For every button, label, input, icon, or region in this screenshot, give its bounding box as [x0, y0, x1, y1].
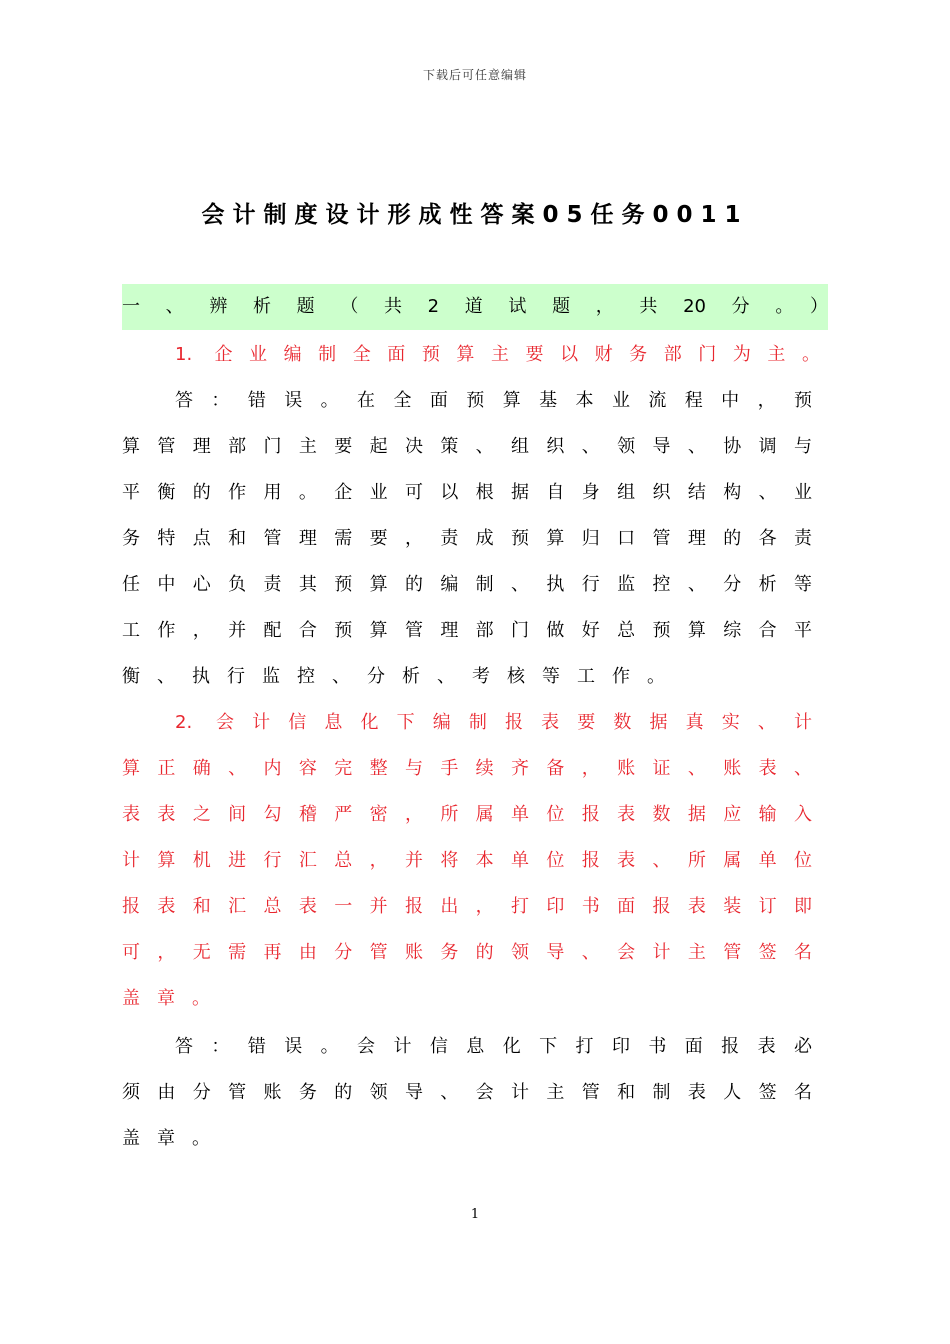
document-title: 会计制度设计形成性答案05任务0011 [201, 202, 749, 228]
question-2-prompt-line-3: 表表之间勾稽严密，所属单位报表数据应输入 [122, 804, 812, 825]
question-1-answer-line-2: 算管理部门主要起决策、组织、领导、协调与 [122, 436, 812, 457]
question-2-prompt-line-7: 盖章。 [122, 988, 227, 1009]
question-1-prompt-line-1: 1. 企业编制全面预算主要以财务部门为主。 [175, 344, 820, 365]
question-2-answer-line-3: 盖章。 [122, 1128, 227, 1149]
question-2-answer-line-1: 答：错误。会计信息化下打印书面报表必 [175, 1036, 812, 1057]
question-1-answer-line-5: 任中心负责其预算的编制、执行监控、分析等 [122, 574, 812, 595]
question-1-answer-line-4: 务特点和管理需要，责成预算归口管理的各责 [122, 528, 812, 549]
question-2-prompt-line-5: 报表和汇总表一并报出，打印书面报表装订即 [122, 896, 812, 917]
question-2-prompt-line-2: 算正确、内容完整与手续齐备，账证、账表、 [122, 758, 812, 779]
section-heading-bar [122, 284, 828, 330]
section-heading: 一、辨析题（共2道试题，共20分。） [122, 296, 828, 317]
question-2-prompt-line-4: 计算机进行汇总，并将本单位报表、所属单位 [122, 850, 812, 871]
question-2-answer-line-2: 须由分管账务的领导、会计主管和制表人签名 [122, 1082, 812, 1103]
question-1-answer-line-6: 工作，并配合预算管理部门做好总预算综合平 [122, 620, 812, 641]
page-header-note: 下载后可任意编辑 [422, 68, 527, 82]
question-2-prompt-line-1: 2. 会计信息化下编制报表要数据真实、计 [175, 712, 812, 733]
question-2-prompt-line-6: 可，无需再由分管账务的领导、会计主管签名 [122, 942, 812, 963]
page-number: 1 [470, 1207, 480, 1222]
question-1-answer-line-7: 衡、执行监控、分析、考核等工作。 [122, 666, 682, 687]
question-1-answer-line-3: 平衡的作用。企业可以根据自身组织结构、业 [122, 482, 812, 503]
question-1-answer-line-1: 答：错误。在全面预算基本业流程中，预 [175, 390, 812, 411]
